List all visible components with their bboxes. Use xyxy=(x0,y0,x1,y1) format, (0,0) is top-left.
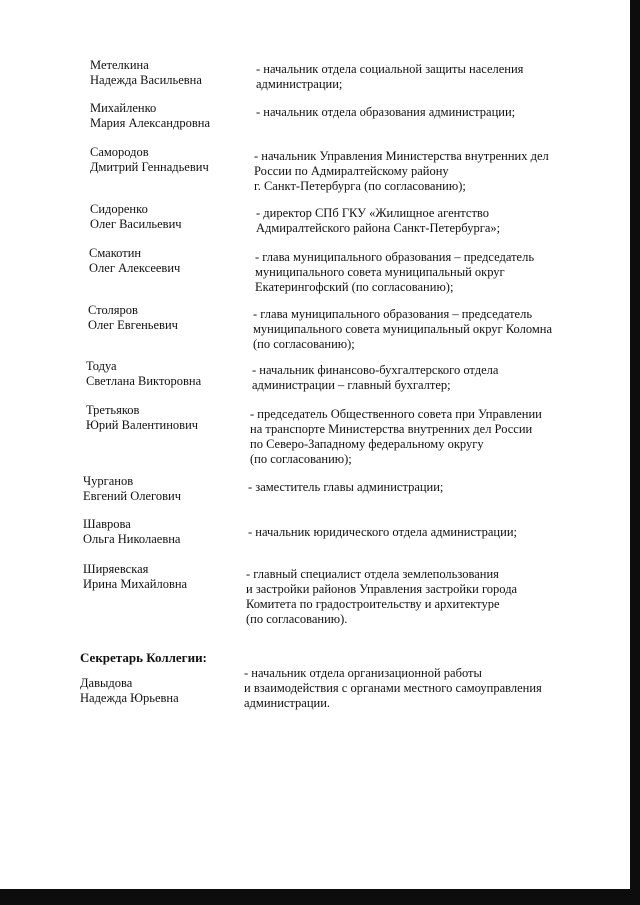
position-line: и взаимодействия с органами местного самоуправления xyxy=(244,681,542,695)
position-line: администрации – главный бухгалтер; xyxy=(252,378,451,392)
member-given-names: Надежда Васильевна xyxy=(90,73,202,87)
secretary-heading: Секретарь Коллегии: xyxy=(80,650,207,665)
member-position xyxy=(256,105,596,120)
member-surname: Метелкина xyxy=(90,58,149,72)
scan-edge-right xyxy=(630,0,640,905)
member-given-names: Юрий Валентинович xyxy=(86,418,199,432)
position-line: (по согласованию). xyxy=(246,612,348,626)
secretary-surname: Давыдова xyxy=(80,676,133,690)
scan-edge-bottom xyxy=(0,889,640,905)
member-name xyxy=(90,101,250,131)
position-line: г. Санкт-Петербурга (по согласованию); xyxy=(254,179,466,193)
member-given-names: Олег Алексеевич xyxy=(89,261,181,275)
position-line: - начальник отдела организационной работы xyxy=(244,666,482,680)
position-line: муниципального совета муниципальный округ Коломна xyxy=(253,322,553,336)
member-position xyxy=(248,525,588,540)
position-line: на транспорте Министерства внутренних дел России xyxy=(250,422,533,436)
member-position xyxy=(246,567,586,627)
member-given-names: Ольга Николаевна xyxy=(83,532,181,546)
member-surname: Самородов xyxy=(90,145,149,159)
position-line: (по согласованию); xyxy=(250,452,352,466)
member-name xyxy=(83,562,243,592)
position-line: - начальник отдела образования администрации; xyxy=(256,105,516,119)
member-given-names: Мария Александровна xyxy=(90,116,210,130)
position-line: администрации; xyxy=(256,77,343,91)
position-line: - начальник отдела социальной защиты населения xyxy=(256,62,524,76)
position-line: муниципального совета муниципальный округ xyxy=(255,265,505,279)
member-name xyxy=(89,246,249,276)
member-surname: Тодуа xyxy=(86,359,117,373)
position-line: - начальник юридического отдела администрации; xyxy=(248,525,517,539)
member-surname: Ширяевская xyxy=(83,562,149,576)
position-line: - заместитель главы администрации; xyxy=(248,480,444,494)
member-surname: Сидоренко xyxy=(90,202,148,216)
position-line: Екатерингофский (по согласованию); xyxy=(255,280,454,294)
member-name xyxy=(83,474,243,504)
member-position xyxy=(248,480,588,495)
position-line: (по согласованию); xyxy=(253,337,355,351)
position-line: - директор СПб ГКУ «Жилищное агентство xyxy=(256,206,490,220)
member-name xyxy=(86,403,246,433)
member-name xyxy=(83,517,243,547)
member-name xyxy=(88,303,248,333)
member-given-names: Светлана Викторовна xyxy=(86,374,202,388)
member-name xyxy=(90,202,250,232)
member-position xyxy=(256,62,596,92)
member-position xyxy=(250,407,590,467)
position-line: - председатель Общественного совета при Управлении xyxy=(250,407,542,421)
member-name xyxy=(90,58,250,88)
member-given-names: Ирина Михайловна xyxy=(83,577,188,591)
position-line: - глава муниципального образования – председатель xyxy=(255,250,535,264)
position-line: по Северо-Западному федеральному округу xyxy=(250,437,484,451)
member-position xyxy=(255,250,595,295)
member-position xyxy=(252,363,592,393)
member-position xyxy=(254,149,594,194)
member-surname: Михайленко xyxy=(90,101,157,115)
position-line: и застройки районов Управления застройки города xyxy=(246,582,518,596)
member-name xyxy=(90,145,250,175)
position-line: администрации. xyxy=(244,696,331,710)
position-line: Комитета по градостроительству и архитектуре xyxy=(246,597,500,611)
member-surname: Третьяков xyxy=(86,403,140,417)
member-surname: Шаврова xyxy=(83,517,131,531)
secretary-name xyxy=(80,676,240,706)
secretary-given-names: Надежда Юрьевна xyxy=(80,691,179,705)
member-position xyxy=(253,307,593,352)
position-line: - начальник Управления Министерства внутренних дел xyxy=(254,149,549,163)
member-surname: Смакотин xyxy=(89,246,142,260)
member-surname: Чурганов xyxy=(83,474,134,488)
position-line: России по Адмиралтейскому району xyxy=(254,164,449,178)
position-line: - главный специалист отдела землепользования xyxy=(246,567,499,581)
position-line: - глава муниципального образования – председатель xyxy=(253,307,533,321)
position-line: Адмиралтейского района Санкт-Петербурга»; xyxy=(256,221,501,235)
member-given-names: Олег Васильевич xyxy=(90,217,182,231)
member-name xyxy=(86,359,246,389)
member-given-names: Евгений Олегович xyxy=(83,489,181,503)
member-given-names: Олег Евгеньевич xyxy=(88,318,178,332)
member-position xyxy=(256,206,596,236)
secretary-position xyxy=(244,666,584,711)
position-line: - начальник финансово-бухгалтерского отдела xyxy=(252,363,499,377)
member-given-names: Дмитрий Геннадьевич xyxy=(90,160,209,174)
member-surname: Столяров xyxy=(88,303,138,317)
